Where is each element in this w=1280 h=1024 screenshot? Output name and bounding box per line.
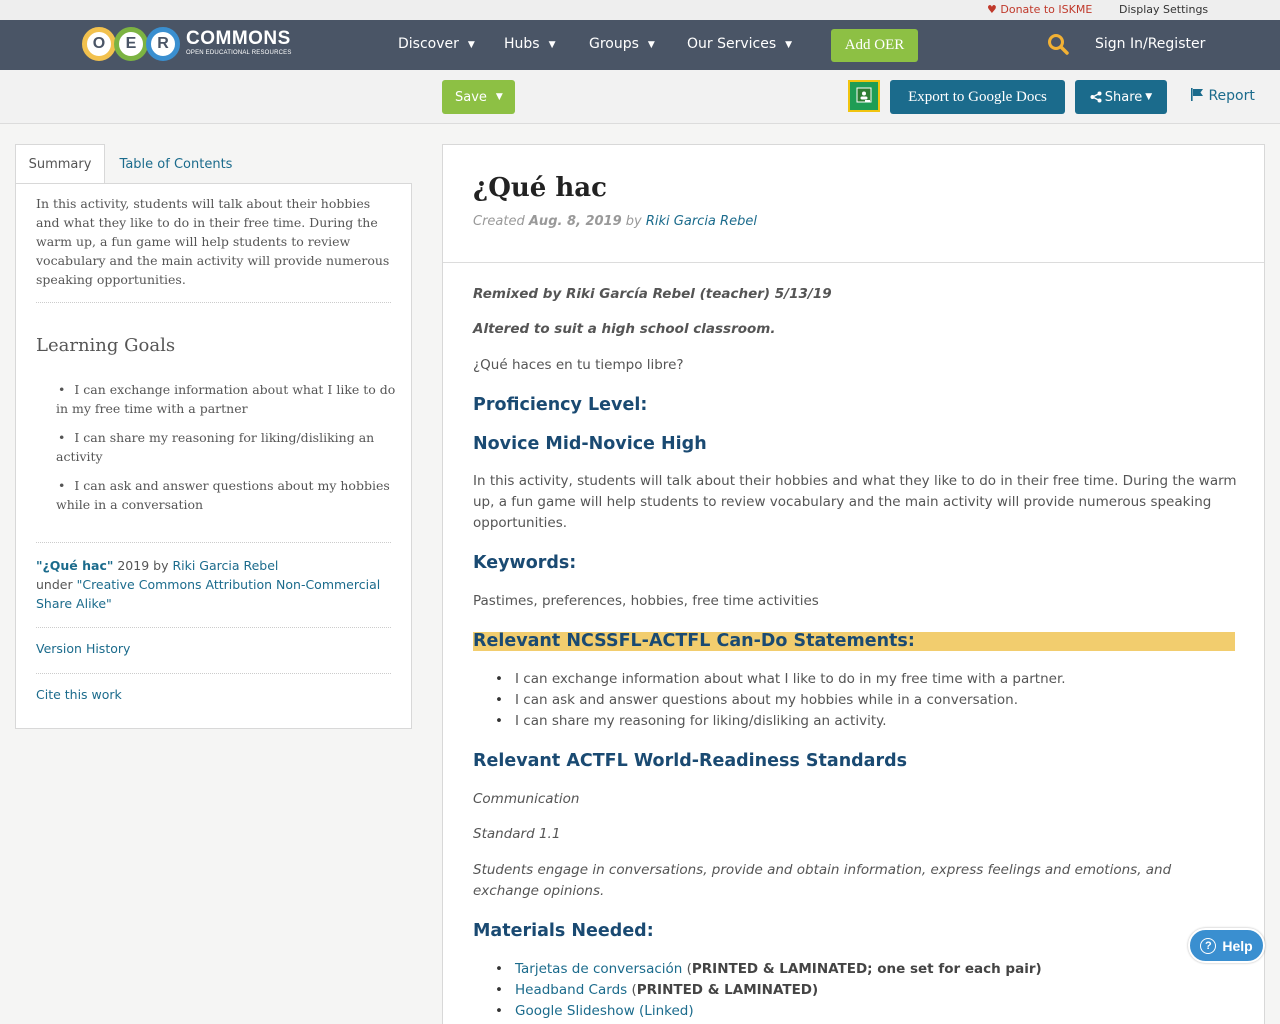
- search-icon[interactable]: [1047, 33, 1069, 55]
- oer-commons-logo[interactable]: [82, 25, 292, 65]
- google-classroom-icon: [856, 87, 872, 103]
- created-date: Aug. 8, 2019: [528, 214, 622, 229]
- summary-text: In this activity, students will talk about their hobbies and what they like to do in their free time. During the warm up, a fun game will help students to review vocabulary and the main activity will provide numerous speaking opportunities.: [36, 196, 390, 287]
- share-icon: [1090, 91, 1102, 103]
- nav-discover[interactable]: Discover ▼: [398, 36, 475, 52]
- heart-icon: ♥: [987, 3, 997, 16]
- chevron-down-icon: ▼: [647, 40, 655, 50]
- logo-subtitle: OPEN EDUCATIONAL RESOURCES: [186, 50, 292, 56]
- export-to-google-docs-button[interactable]: Export to Google Docs: [890, 80, 1065, 114]
- page-title: ¿Qué hac: [473, 173, 607, 203]
- google-classroom-button[interactable]: [848, 80, 880, 112]
- utility-bar: [0, 0, 1280, 20]
- caret-down-icon: ▼: [495, 92, 503, 102]
- list-item: • I can ask and answer questions about my hobbies while in a conversation: [56, 476, 396, 514]
- lesson-question: ¿Qué haces en tu tiempo libre?: [473, 357, 684, 373]
- sidebar-tabs: [15, 144, 412, 184]
- sign-in-register-link[interactable]: Sign In/Register: [1095, 36, 1206, 52]
- author-link[interactable]: Riki Garcia Rebel: [645, 214, 757, 229]
- attribution-author-link[interactable]: Riki Garcia Rebel: [172, 558, 279, 573]
- divider: [36, 302, 391, 303]
- heading-standards: Relevant ACTFL World-Readiness Standards: [473, 751, 908, 771]
- chevron-down-icon: ▼: [467, 40, 475, 50]
- attribution: "¿Qué hac" 2019 by Riki Garcia Rebel under "Creative Commons Attribution Non-Commercial Share Alike": [36, 558, 381, 611]
- divider: [36, 542, 391, 543]
- learning-goals-heading: Learning Goals: [36, 335, 176, 356]
- keywords-text: Pastimes, preferences, hobbies, free time activities: [473, 593, 819, 609]
- cite-this-work-link[interactable]: Cite this work: [36, 687, 122, 702]
- resource-toolbar: [0, 70, 1280, 124]
- standard-label: Standard 1.1: [473, 826, 561, 842]
- logo-letter-o: O: [82, 27, 116, 61]
- summary-panel: [15, 183, 412, 729]
- heading-level: Novice Mid-Novice High: [473, 434, 707, 454]
- standard-description: Students engage in conversations, provide and obtain information, express feelings and emotions, and exchange opinions.: [473, 862, 1172, 899]
- version-history-link[interactable]: Version History: [36, 641, 131, 656]
- communication-label: Communication: [473, 791, 580, 807]
- heading-proficiency: Proficiency Level:: [473, 395, 648, 415]
- list-item: • Headband Cards (PRINTED & LAMINATED): [515, 980, 1235, 1001]
- materials-list: [515, 959, 1235, 1022]
- can-do-list: [515, 669, 1235, 732]
- share-button[interactable]: Share ▼: [1075, 80, 1167, 114]
- material-link[interactable]: Headband Cards: [515, 982, 628, 998]
- nav-groups[interactable]: Groups ▼: [589, 36, 655, 52]
- heading-materials: Materials Needed:: [473, 921, 654, 941]
- material-link[interactable]: Tarjetas de conversación: [515, 961, 683, 977]
- list-item: [515, 1001, 1235, 1022]
- donate-link[interactable]: ♥ Donate to ISKME: [987, 3, 1093, 16]
- learning-goals-list: [56, 380, 396, 524]
- lesson-description: In this activity, students will talk about their hobbies and what they like to do in their free time. During the warm up, a fun game will help students to review vocabulary and the main activity will provide numerous speaking opportunities.: [473, 473, 1237, 531]
- display-settings-link[interactable]: Display Settings: [1119, 3, 1209, 16]
- list-item: • Tarjetas de conversación (PRINTED & LAMINATED; one set for each pair): [515, 959, 1235, 980]
- divider: [36, 673, 391, 674]
- divider: [443, 262, 1264, 263]
- tab-table-of-contents[interactable]: Table of Contents: [119, 156, 233, 172]
- heading-keywords: Keywords:: [473, 553, 577, 573]
- report-button[interactable]: Report: [1190, 88, 1255, 104]
- divider: [36, 627, 391, 628]
- created-info: Created Aug. 8, 2019 by Riki Garcia Rebel: [473, 214, 757, 229]
- tab-summary[interactable]: Summary: [15, 144, 105, 184]
- flag-icon: [1190, 88, 1204, 101]
- logo-letter-r: R: [146, 27, 180, 61]
- chevron-down-icon: ▼: [548, 40, 556, 50]
- list-item: • I can exchange information about what I like to do in my free time with a partner.: [515, 669, 1235, 690]
- help-button[interactable]: ? Help: [1188, 928, 1265, 963]
- logo-letter-e: E: [114, 27, 148, 61]
- list-item: • I can exchange information about what I like to do in my free time with a partner: [56, 380, 396, 418]
- altered-note: Altered to suit a high school classroom.: [473, 321, 776, 337]
- question-icon: ?: [1200, 938, 1216, 954]
- main-nav: [0, 20, 1280, 70]
- attribution-title: "¿Qué hac": [36, 558, 114, 573]
- nav-hubs[interactable]: Hubs ▼: [504, 36, 556, 52]
- remix-note: Remixed by Riki García Rebel (teacher) 5/13/19: [473, 286, 832, 302]
- caret-down-icon: ▼: [1145, 92, 1153, 102]
- logo-word: COMMONS: [186, 28, 291, 49]
- save-button[interactable]: Save ▼: [442, 80, 515, 114]
- add-oer-button[interactable]: Add OER: [831, 29, 918, 62]
- list-item: • I can ask and answer questions about my hobbies while in a conversation.: [515, 690, 1235, 711]
- nav-our-services[interactable]: Our Services ▼: [687, 36, 793, 52]
- list-item: • I can share my reasoning for liking/disliking an activity: [56, 428, 396, 466]
- heading-can-do: Relevant NCSSFL-ACTFL Can-Do Statements:: [473, 631, 915, 651]
- chevron-down-icon: ▼: [785, 40, 793, 50]
- material-link[interactable]: Google Slideshow (Linked): [515, 1003, 694, 1019]
- license-link[interactable]: "Creative Commons Attribution Non-Commercial Share Alike": [36, 577, 381, 611]
- list-item: • I can share my reasoning for liking/disliking an activity.: [515, 711, 1235, 732]
- resource-content: [442, 144, 1265, 1024]
